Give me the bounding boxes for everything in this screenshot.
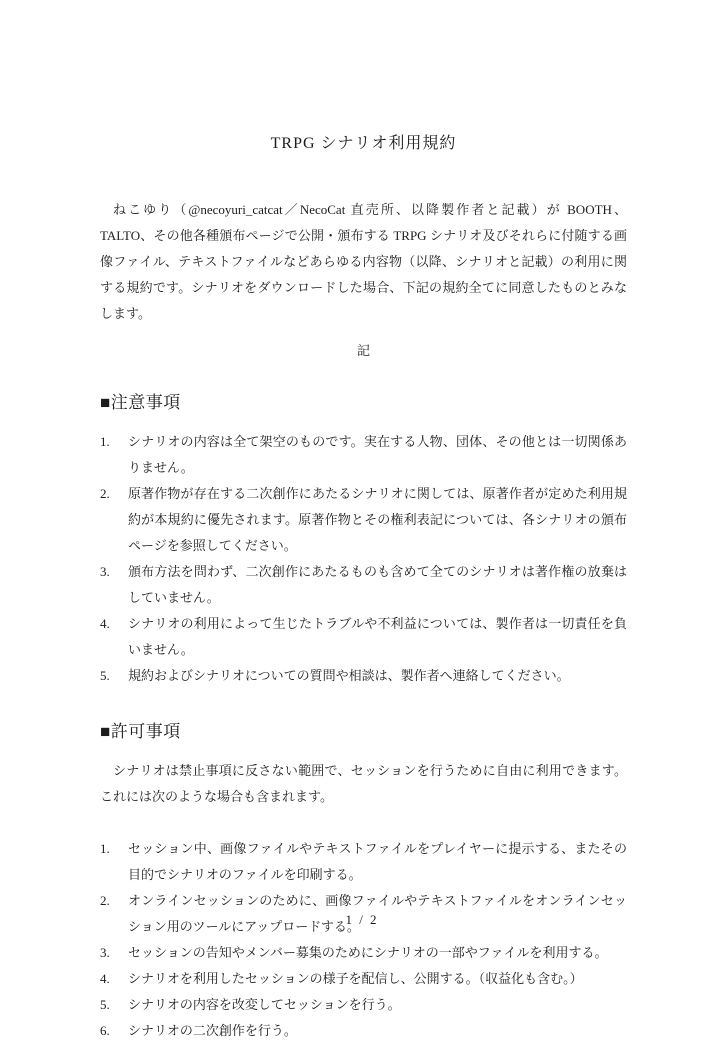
item-text: シナリオの内容は全て架空のものです。実在する人物、団体、その他とは一切関係ありません。	[128, 434, 627, 475]
item-text: シナリオの内容を改変してセッションを行う。	[128, 997, 401, 1012]
item-text: セッション中、画像ファイルやテキストファイルをプレイヤーに提示する、またその目的でシナリオのファイルを印刷する。	[128, 841, 627, 882]
item-number: 2.	[100, 486, 110, 501]
item-number: 5.	[100, 668, 110, 683]
item-number: 2.	[100, 893, 110, 908]
document-title: TRPG シナリオ利用規約	[270, 135, 457, 152]
notes-list	[100, 429, 627, 689]
item-number: 4.	[100, 971, 110, 986]
item-text: 規約およびシナリオについての質問や相談は、製作者へ連絡してください。	[128, 668, 570, 683]
list-item	[100, 429, 627, 481]
list-item	[100, 559, 627, 611]
item-number: 1.	[100, 434, 110, 449]
item-number: 3.	[100, 564, 110, 579]
item-text: 原著作物が存在する二次創作にあたるシナリオに関しては、原著作者が定めた利用規約が本規約に優先されます。原著作物とその権利表記については、各シナリオの頒布ページを参照してください。	[128, 486, 627, 553]
section-heading-notes: ■注意事項	[100, 393, 181, 412]
record-marker: 記	[356, 343, 370, 358]
item-number: 6.	[100, 1023, 110, 1038]
list-item	[100, 1018, 627, 1044]
list-item	[100, 966, 627, 992]
list-item	[100, 992, 627, 1018]
item-number: 1.	[100, 841, 110, 856]
item-number: 5.	[100, 997, 110, 1012]
item-text: シナリオの二次創作を行う。	[128, 1023, 297, 1038]
item-number: 4.	[100, 616, 110, 631]
list-item	[100, 611, 627, 663]
item-text: シナリオの利用によって生じたトラブルや不利益については、製作者は一切責任を負いません。	[128, 616, 627, 657]
list-item	[100, 940, 627, 966]
item-text: オンラインセッションのために、画像ファイルやテキストファイルをオンラインセッション用のツールにアップロードする。	[128, 893, 627, 934]
item-text: シナリオを利用したセッションの様子を配信し、公開する。（収益化も含む。）	[128, 971, 583, 986]
list-item	[100, 481, 627, 559]
permissions-lead-paragraph: シナリオは禁止事項に反さない範囲で、セッションを行うために自由に利用できます。これには次のような場合も含まれます。	[100, 763, 627, 804]
intro-paragraph: ねこゆり（@necoyuri_catcat／NecoCat 直売所、以降製作者と記載）が BOOTH、TALTO、その他各種頒布ページで公開・頒布する TRPG シナリオ及びそれらに付随する画像ファイル、テキストファイルなどあらゆる内容物（以降、シナリオと記載）の利用に関する規約です。シナリオをダウンロードした場合、下記の規約全てに同意したものとみなします。	[100, 202, 627, 321]
item-text: 頒布方法を問わず、二次創作にあたるものも含めて全てのシナリオは著作権の放棄はしていません。	[128, 564, 627, 605]
list-item	[100, 836, 627, 888]
section-heading-permissions: ■許可事項	[100, 722, 181, 741]
permissions-list	[100, 836, 627, 1044]
list-item	[100, 663, 627, 689]
item-number: 3.	[100, 945, 110, 960]
page-number: 1 / 2	[345, 912, 379, 927]
item-text: セッションの告知やメンバー募集のためにシナリオの一部やファイルを利用する。	[128, 945, 608, 960]
